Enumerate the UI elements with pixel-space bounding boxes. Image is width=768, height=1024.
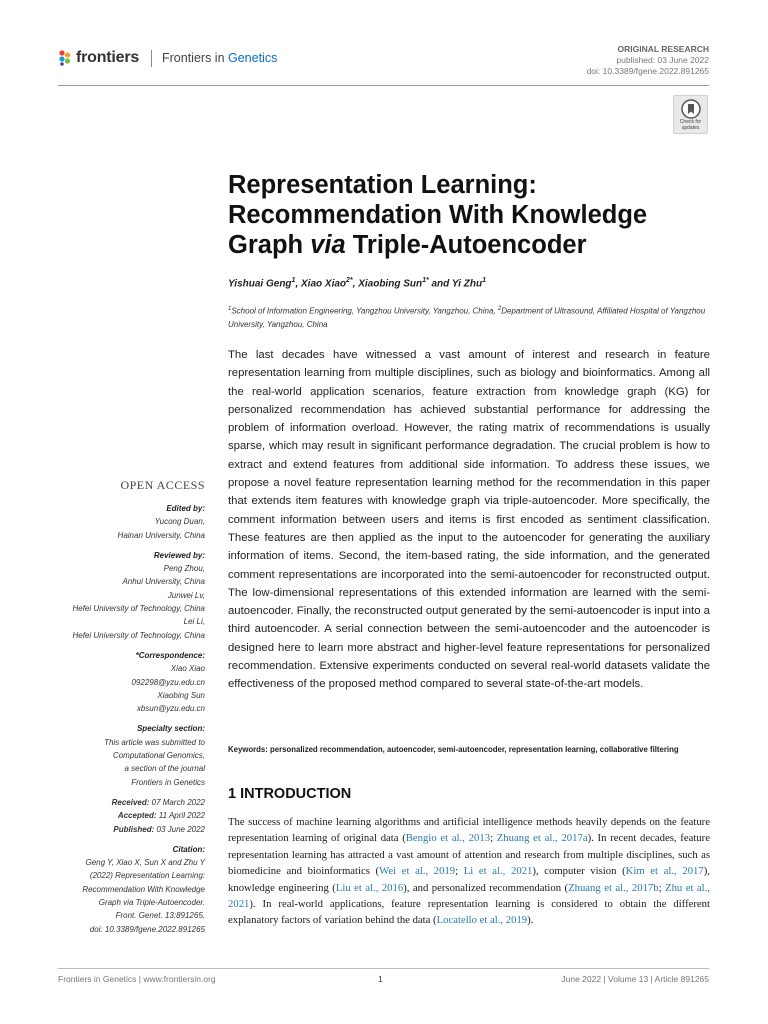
received-date — [35, 796, 205, 809]
reviewer-line: Peng Zhou, — [163, 564, 205, 574]
author-name[interactable]: Xiaobing Sun — [358, 278, 423, 290]
body-text: ; — [490, 832, 497, 845]
reviewer-line: Hefei University of Technology, China — [72, 630, 205, 640]
body-text: ; — [455, 865, 464, 878]
body-text: ). In real-world applications, feature representation learning is considered to obtain the different explanatory factors of variation behind the data ( — [228, 898, 710, 927]
citation-link[interactable]: Locatello et al., 2019 — [436, 914, 528, 927]
open-access-label: OPEN ACCESS — [120, 478, 205, 492]
title-line-3-a: Graph — [228, 231, 311, 259]
author-name[interactable]: Yi Zhu — [451, 278, 483, 290]
check-for-updates-button[interactable] — [673, 95, 708, 134]
affiliation-1: School of Information Engineering, Yangzhou University, Yangzhou, China, — [231, 306, 498, 316]
footer-issue-info: June 2022 | Volume 13 | Article 891265 — [561, 974, 709, 984]
author-sup: 1 — [482, 277, 486, 284]
citation-link[interactable]: Wei et al., 2019 — [379, 865, 456, 878]
article-title — [228, 170, 708, 260]
editor-line: Yucong Duan, — [154, 517, 205, 527]
citation-line: Front. Genet. 13:891265. — [115, 911, 205, 921]
specialty-line: Computational Genomics, — [112, 751, 205, 761]
correspondence-list — [35, 662, 205, 715]
title-via: via — [310, 231, 346, 259]
section-heading: 1 INTRODUCTION — [228, 786, 352, 802]
title-line-3-b: Triple-Autoencoder — [345, 231, 587, 259]
received-value: 07 March 2022 — [149, 797, 205, 807]
author-list: Yishuai Geng$^1$, Xiao Xiao$^{2*}$, Xiaobing Sun$^{1*}$ and Yi Zhu$^1$ — [228, 277, 486, 290]
header-separator — [151, 50, 152, 67]
frontiers-logo[interactable] — [58, 47, 158, 69]
footer-rule — [58, 968, 709, 969]
reviewer-line: Junwei Lv, — [167, 590, 205, 600]
published-date: published: 03 June 2022 — [616, 55, 709, 65]
title-line-1: Representation Learning: — [228, 171, 537, 199]
journal-name[interactable] — [162, 51, 277, 65]
citation-line: Geng Y, Xiao X, Sun X and Zhu Y — [85, 858, 205, 868]
reviewer-line: Lei Li, — [183, 617, 205, 627]
citation-line: Recommendation With Knowledge — [82, 884, 205, 894]
journal-prefix: Frontiers in — [162, 51, 228, 65]
author-sup: 1* — [422, 277, 429, 284]
title-line-2: Recommendation With Knowledge — [228, 201, 648, 229]
title-line-3 — [228, 230, 708, 260]
edited-by-heading: Edited by: — [166, 504, 205, 513]
body-text: The success of machine learning algorithms and artificial intelligence methods heavily depends on the feature representation learning of original data ( — [228, 816, 710, 845]
citation-list — [35, 856, 205, 936]
accepted-label: Accepted: — [117, 811, 157, 821]
citation-link[interactable]: Zhu et al., 2021 — [228, 881, 710, 911]
citation-link[interactable]: Zhuang et al., 2017a — [496, 832, 588, 845]
affiliation-sup: 1 — [228, 306, 232, 312]
citation-line: Graph via Triple-Autoencoder. — [98, 898, 205, 908]
citation-heading: Citation: — [172, 844, 205, 854]
reviewed-by-heading: Reviewed by: — [153, 550, 205, 560]
abstract: The last decades have witnessed a vast amount of interest and research in feature representation learning from multiple disciplines, such as biology and bioinformatics. Among all the real-world application scenarios, feature extraction from knowledge graph (KG) for personalized recommendation has achieved substantial performance for addressing the problem of information overload. However, the rating matrix of recommendations is usually sparse, which may result in significant performance degradation. The crucial problem is how to extract and extend features from additional side information. To address these issues, we propose a novel feature representation learning method for the recommendation in this paper that extends item features with knowledge graph via triple-autoencoder. More specifically, the comment information between users and items is first encoded as sentiment classification. These features are then applied as the input to the autoencoder for generating the auxiliary information of items. Second, the item-based rating, the side information, and the generated comment representations are incorporated into the semi-autoencoder for reconstructed output. The low-dimensional representations of this extended information are learned with the semi-autoencoder. Finally, the reconstructed output generated by the semi-autoencoder is input into a third autoencoder. A serial connection between the semi-autoencoder and the autoencoder is designed here to learn more abstract and higher-level feature representations for personalized recommendation. Extensive experiments conducted on several real-world datasets validate the effectiveness of the proposed method compared to several state-of-the-art models. — [228, 349, 710, 691]
accepted-date — [35, 809, 205, 822]
accepted-value: 11 April 2022 — [156, 811, 205, 821]
body-text: ). In recent decades, feature representation learning has attracted a vast amount of attention and research from multiple disciplines, such as biomedicine and bioinformatics ( — [228, 832, 710, 878]
citation-link[interactable]: Li et al., 2021 — [463, 865, 533, 878]
edited-by-list — [35, 515, 205, 542]
correspondence-line[interactable]: xbsun@yzu.edu.cn — [136, 704, 205, 714]
author-sup: 2* — [346, 277, 353, 284]
citation-line: (2022) Representation Learning: — [89, 871, 205, 881]
frontiers-logo-icon — [58, 50, 72, 66]
author-sup: 1 — [291, 277, 296, 284]
specialty-section-list — [35, 736, 205, 789]
body-text: ; — [658, 881, 666, 894]
body-text: ), knowledge engineering ( — [228, 865, 710, 894]
article-type: ORIGINAL RESEARCH — [617, 44, 709, 54]
page-number: 1 — [378, 974, 383, 984]
received-label: Received: — [111, 797, 150, 807]
journal-accent: Genetics — [228, 51, 278, 65]
keywords: Keywords: personalized recommendation, autoencoder, semi-autoencoder, representation learning, collaborative filtering — [228, 745, 679, 754]
author-name[interactable]: Xiao Xiao — [301, 278, 347, 290]
reviewed-by-list — [35, 562, 205, 642]
citation-line: doi: 10.3389/fgene.2022.891265 — [89, 924, 205, 934]
citation-link[interactable]: Zhuang et al., 2017b — [568, 881, 659, 894]
footer-journal-link[interactable]: Frontiers in Genetics | www.frontiersin.org — [58, 974, 216, 984]
specialty-line: This article was submitted to — [104, 737, 205, 747]
affiliations — [228, 303, 710, 331]
body-text: ). — [527, 914, 534, 927]
affiliation-sup: 2 — [497, 306, 502, 312]
reviewer-line: Hefei University of Technology, China — [72, 604, 205, 614]
published-label: Published: — [113, 824, 155, 834]
correspondence-heading: *Correspondence: — [135, 650, 205, 660]
citation-link[interactable]: Liu et al., 2016 — [335, 881, 404, 894]
brand-name: frontiers — [76, 49, 140, 66]
citation-link[interactable]: Kim et al., 2017 — [625, 865, 704, 878]
citation-link[interactable]: Bengio et al., 2013 — [405, 832, 491, 845]
body-text: ), and personalized recommendation ( — [403, 881, 569, 894]
header-rule — [58, 85, 709, 86]
published-value: 03 June 2022 — [154, 824, 205, 834]
specialty-section-heading: Specialty section: — [136, 724, 205, 734]
check-for-updates-label: Check for updates — [679, 119, 702, 131]
affiliation-2: Department of Ultrasound, Affiliated Hospital of Yangzhou University, Yangzhou, China — [228, 306, 706, 329]
author-name[interactable]: Yishuai Geng — [228, 278, 292, 290]
specialty-line: a section of the journal — [124, 764, 205, 774]
editor-line: Hainan University, China — [117, 530, 205, 540]
body-text: ), computer vision ( — [532, 865, 626, 878]
reviewer-line: Anhui University, China — [122, 577, 205, 587]
introduction-paragraph — [228, 814, 710, 929]
correspondence-line: Xiaobing Sun — [157, 690, 205, 700]
published-date-sidebar — [35, 823, 205, 836]
correspondence-line[interactable]: 092298@yzu.edu.cn — [131, 677, 205, 687]
doi[interactable]: doi: 10.3389/fgene.2022.891265 — [586, 66, 709, 76]
bookmark-check-icon — [681, 99, 701, 119]
article-info-sidebar — [35, 502, 205, 936]
specialty-line: Frontiers in Genetics — [131, 777, 205, 787]
correspondence-line: Xiao Xiao — [170, 664, 205, 674]
